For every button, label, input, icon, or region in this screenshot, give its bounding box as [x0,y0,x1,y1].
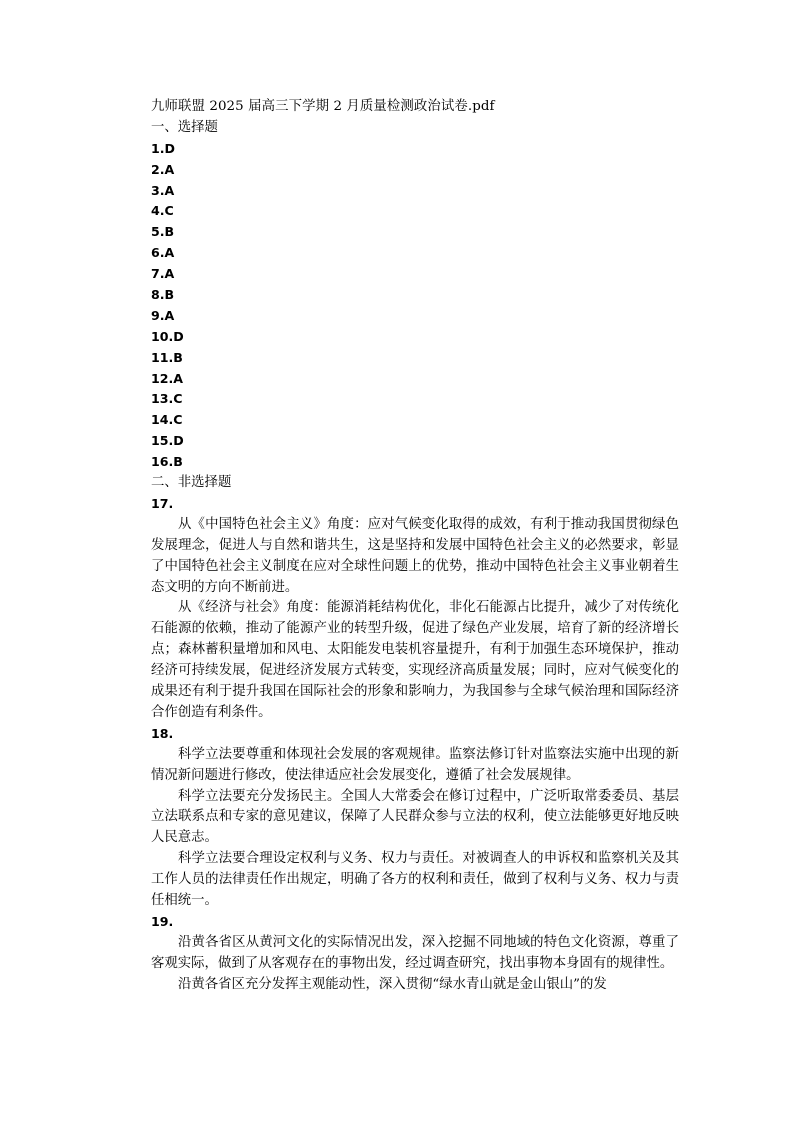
question-17-paragraph-1: 从《中国特色社会主义》角度：应对气候变化取得的成效，有利于推动我国贯彻绿色发展理念，促进人与自然和谐共生，这是坚持和发展中国特色社会主义的必然要求，彰显了中国特色社会主义制度在应对全球性问题上的优势，推动中国特色社会主义事业朝着生态文明的方向不断前进。 [151,516,679,595]
answer-item: 3.A [151,182,175,198]
answer-item: 11.B [151,349,183,365]
answer-item: 4.C [151,203,174,219]
answer-item: 6.A [151,245,175,261]
document-page [151,97,679,996]
question-18-paragraph-3: 科学立法要合理设定权利与义务、权力与责任。对被调查人的申诉权和监察机关及其工作人员的法律责任作出规定，明确了各方的权利和责任，做到了权利与义务、权力与责任相统一。 [151,851,679,909]
question-17-paragraph-2: 从《经济与社会》角度：能源消耗结构优化，非化石能源占比提升，减少了对传统化石能源的依赖，推动了能源产业的转型升级，促进了绿色产业发展，培育了新的经济增长点；森林蓄积量增加和风电、太阳能发电装机容量提升，有利于加强生态环境保护，推动经济可持续发展，促进经济发展方式转变，实现经济高质量发展；同时，应对气候变化的成果还有利于提升我国在国际社会的形象和影响力，为我国参与全球气候治理和国际经济合作创造有利条件。 [151,600,679,720]
answer-item: 12.A [151,370,184,386]
answer-item: 9.A [151,307,175,323]
answer-item: 1.D [151,140,176,156]
answer-item: 15.D [151,433,184,449]
answer-item: 2.A [151,161,175,177]
question-19-number: 19. [151,914,174,930]
question-18-paragraph-2: 科学立法要充分发扬民主。全国人大常委会在修订过程中，广泛听取常委委员、基层立法联系点和专家的意见建议，保障了人民群众参与立法的权利，使立法能够更好地反映人民意志。 [151,788,679,846]
document-title: 九师联盟 2025 届高三下学期 2 月质量检测政治试卷.pdf [151,99,495,114]
answer-item: 5.B [151,224,175,240]
answer-item: 7.A [151,266,175,282]
section-heading-choice: 一、选择题 [151,119,218,135]
question-19-paragraph-1: 沿黄各省区从黄河文化的实际情况出发，深入挖掘不同地域的特色文化资源，尊重了客观实际，做到了从客观存在的事物出发，经过调查研究，找出事物本身固有的规律性。 [151,934,679,971]
answer-item: 14.C [151,412,183,428]
answer-item: 16.B [151,454,183,470]
answer-list [151,139,679,473]
question-18-number: 18. [151,725,174,741]
question-19-paragraph-2: 沿黄各省区充分发挥主观能动性，深入贯彻“绿水青山就是金山银山”的发 [178,976,607,992]
answer-item: 8.B [151,287,175,303]
question-18-paragraph-1: 科学立法要尊重和体现社会发展的客观规律。监察法修订针对监察法实施中出现的新情况新问题进行修改，使法律适应社会发展变化，遵循了社会发展规律。 [151,746,679,783]
answer-item: 13.C [151,391,183,407]
answer-item: 10.D [151,328,184,344]
question-17-number: 17. [151,495,174,511]
section-heading-nonchoice: 二、非选择题 [151,475,232,491]
